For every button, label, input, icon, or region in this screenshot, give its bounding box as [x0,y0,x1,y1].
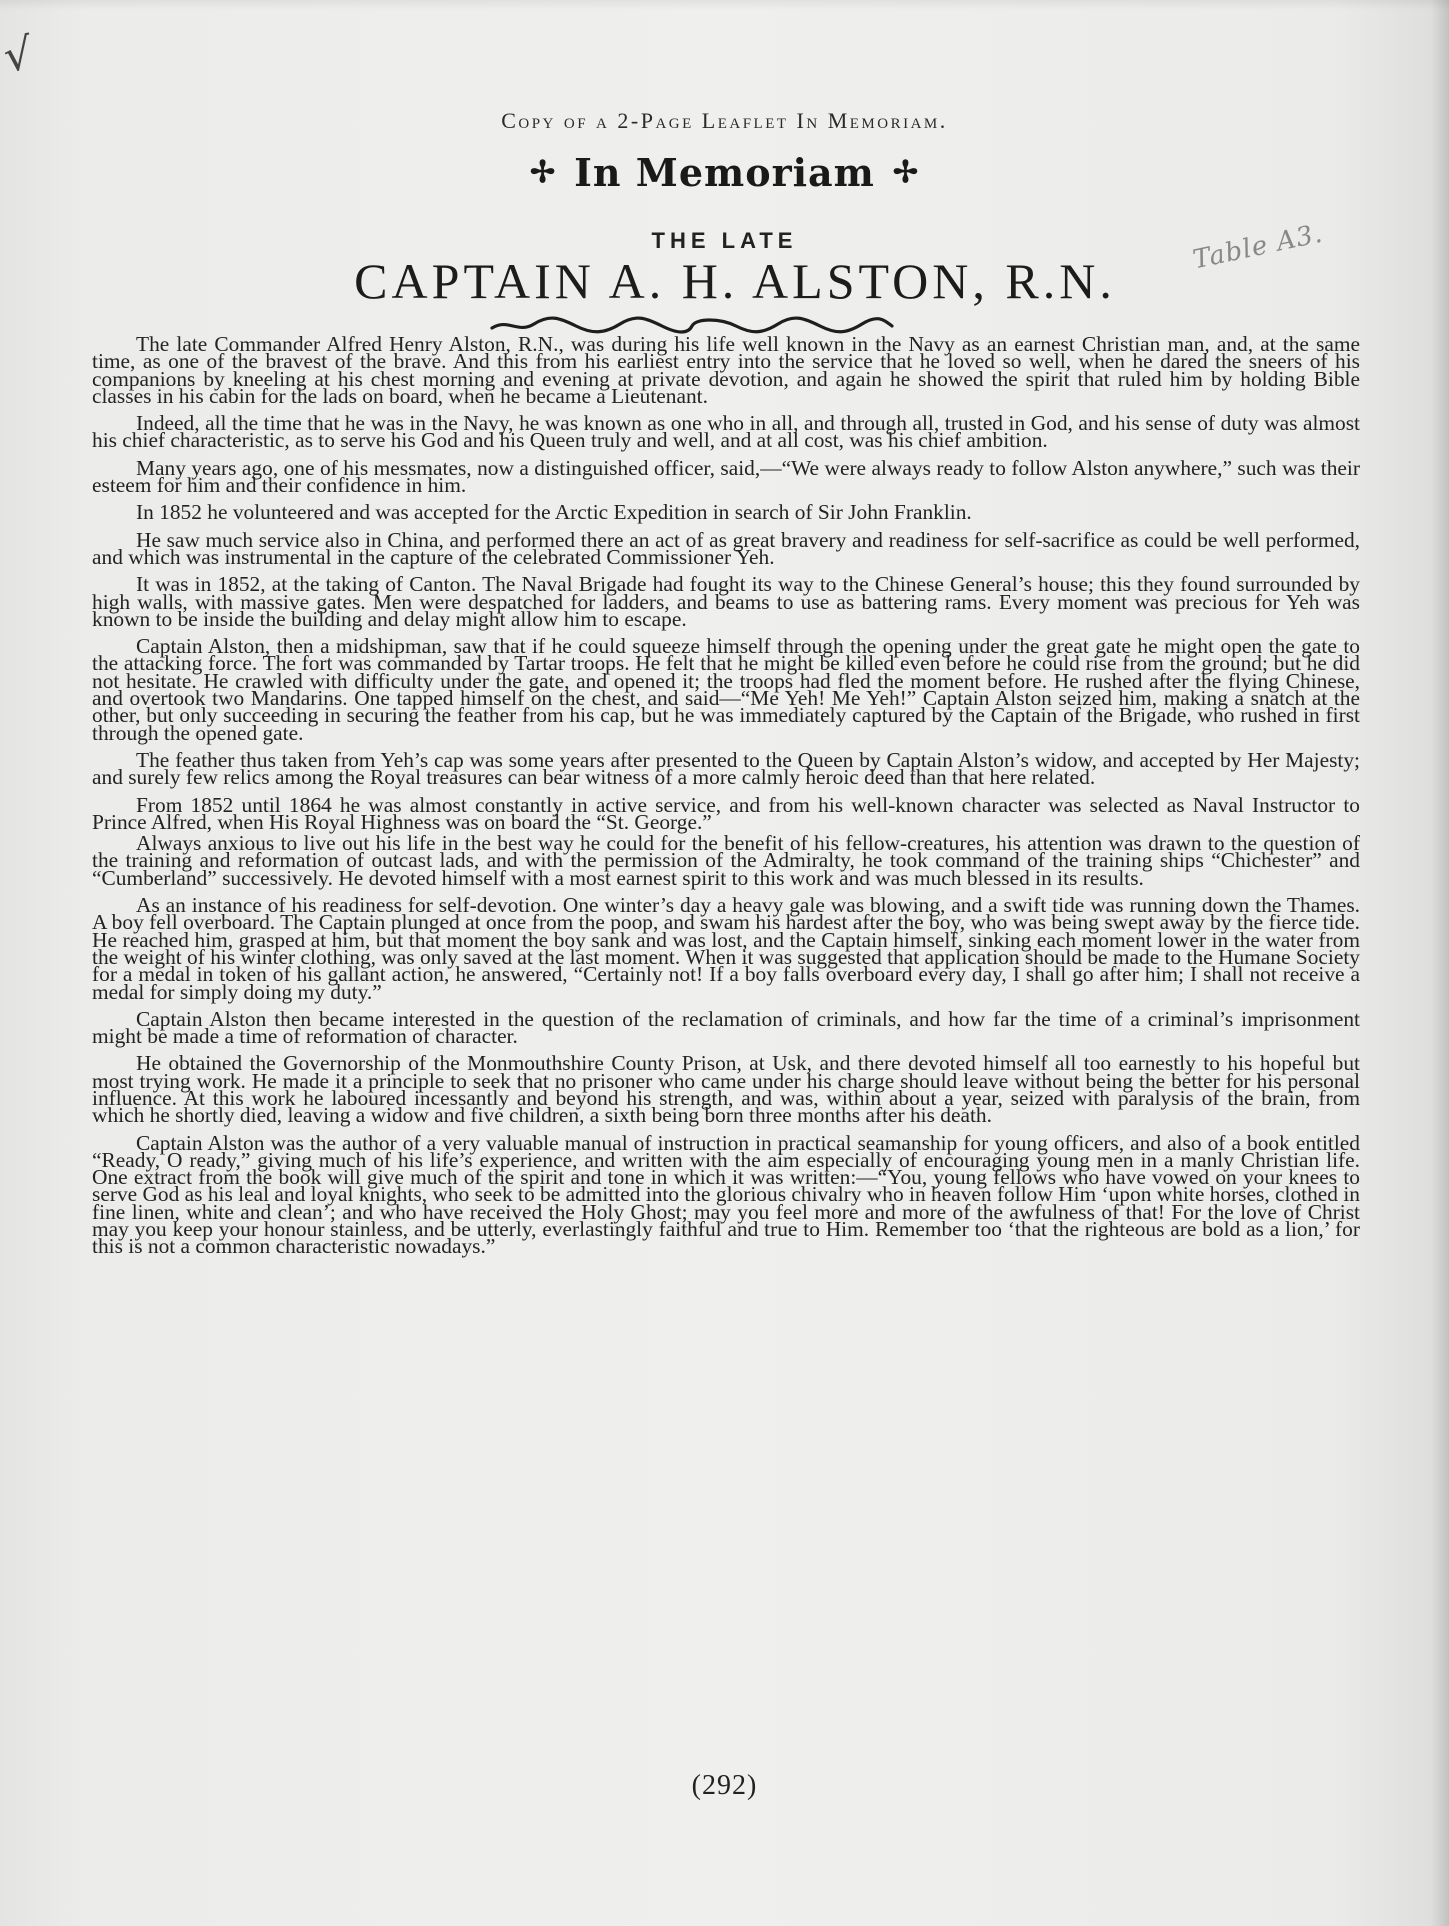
body-paragraph: The feather thus taken from Yeh’s cap was some years after presented to the Queen by Captain Alston’s widow, and accepted by Her Majesty; and surely few relics among the Royal treasures can bear witness of a more calmly heroic deed than that here related. [92,747,1360,790]
page-edge-shadow [1431,0,1449,1926]
body-paragraph: Always anxious to live out his life in the best way he could for the benefit of his fellow-creatures, his attention was drawn to the question of the training and reformation of outcast lads, and with the permission of the Admiralty, he took command of the training ships “Chichester” and “Cumberland” successively. He devoted himself with a most earnest spirit to this work and was much blessed in its results. [92,831,1360,890]
body-paragraph: In 1852 he volunteered and was accepted for the Arctic Expedition in search of Sir John Franklin. [136,500,972,525]
body-paragraph: Indeed, all the time that he was in the Navy, he was known as one who in all, and through all, trusted in God, and his sense of duty was almost his chief characteristic, as to serve his God and his Queen truly and well, and at all cost, was his chief ambition. [92,411,1360,453]
page-number: (292) [691,1770,758,1801]
handwritten-note: Table A3. [1190,218,1326,276]
body-paragraph: Many years ago, one of his messmates, now a distinguished officer, said,—“We were always ready to follow Alston anywhere,” such was their esteem for him and their confidence in him. [92,455,1360,498]
memoriam-title: In Memoriam [574,150,875,195]
margin-check-mark: √ [0,28,36,83]
body-paragraph: The late Commander Alfred Henry Alston, R.N., was during his life well known in the Navy as an earnest Christian man, and, at the same time, as one of the bravest of the brave. And this from his earliest entry into the service that he loved so well, when he dared the sneers of his companions by kneeling at his chest morning and evening at private devotion, and again he showed the spirit that ruled him by holding Bible classes in his cabin for the lads on board, when he became a Lieutenant. [92,332,1360,408]
cross-ornament-icon: ✢ [530,155,557,190]
memoriam-heading [0,150,1449,195]
body-paragraph: He saw much service also in China, and performed there an act of as great bravery and readiness for self-sacrifice as could be well performed, and which was instrumental in the capture of the celebrated Commissioner Yeh. [92,527,1360,569]
body-paragraph: Captain Alston, then a midshipman, saw that if he could squeeze himself through the opening under the great gate he might open the gate to the attacking force. The fort was commanded by Tartar troops. He felt that he might be killed even before he could rise from the ground; but he did not hesitate. He crawled with difficulty under the gate, and opened it; the troops had fled the moment before. He rushed after the flying Chinese, and overtook two Mandarins. One tapped himself on the chest, and said—“Me Yeh! Me Yeh!” Captain Alston seized him, making a snatch at the other, but only succeeding in securing the feather from his cap, but he was immediately captured by the Captain of the Brigade, who rushed in first through the opened gate. [92,634,1360,745]
body-paragraph: From 1852 until 1864 he was almost constantly in active service, and from his well-known character was selected as Naval Instructor to Prince Alfred, when His Royal Highness was on board the “St. George.” [92,792,1360,834]
page-title: CAPTAIN A. H. ALSTON, R.N. [354,253,1116,309]
the-late-heading: THE LATE [651,228,798,253]
memoriam-body [92,332,1360,1266]
cross-ornament-icon: ✢ [892,155,919,190]
body-paragraph: Captain Alston was the author of a very valuable manual of instruction in practical seamanship for young officers, and also of a book entitled “Ready, O ready,” giving much of his life’s experience, and written with the aim especially of encouraging young men in a manly Christian life. One extract from the book will give much of the spirit and tone in which it was written:—“You, young fellows who have vowed on your knees to serve God as his leal and loyal knights, who seek to be admitted into the glorious chivalry who in heaven follow Him ‘upon white horses, clothed in fine linen, white and clean’; and who have received the Holy Ghost; may you feel more and more of the awfulness of that! For the love of Christ may you keep your honour stainless, and be utterly, everlastingly faithful and true to Him. Remember too ‘that the righteous are bold as a lion,’ for this is not a common characteristic nowadays.” [92,1130,1360,1259]
body-paragraph: It was in 1852, at the taking of Canton. The Naval Brigade had fought its way to the Chinese General’s house; this they found surrounded by high walls, with massive gates. Men were despatched for ladders, and beams to use as battering rams. Every moment was precious for Yeh was known to be inside the building and delay might allow him to escape. [92,572,1360,631]
page-top-shadow [0,0,1449,10]
body-paragraph: Captain Alston then became interested in the question of the reclamation of criminals, and how far the time of a criminal’s imprisonment might be made a time of reformation of character. [92,1006,1360,1049]
leaflet-caption: Copy of a 2-Page Leaflet In Memoriam. [501,108,948,133]
body-paragraph: As an instance of his readiness for self-devotion. One winter’s day a heavy gale was blowing, and a swift tide was running down the Thames. A boy fell overboard. The Captain plunged at once from the poop, and swam his hardest after the boy, who was being swept away by the fierce tide. He reached him, grasped at him, but that moment the boy sank and was lost, and the Captain himself, sinking each moment lower in the water from the weight of his winter clothing, was only saved at the last moment. When it was suggested that application should be made to the Humane Society for a medal in token of his gallant action, he answered, “Certainly not! If a boy falls overboard every day, I shall go after him; I shall not receive a medal for simply doing my duty.” [92,893,1360,1004]
body-paragraph: He obtained the Governorship of the Monmouthshire County Prison, at Usk, and there devoted himself all too earnestly to his hopeful but most trying work. He made it a principle to seek that no prisoner who came under his charge should leave without being the better for his personal influence. At this work he laboured incessantly and beyond his strength, and was, within about a year, seized with paralysis of the brain, from which he shortly died, leaving a widow and five children, a sixth being born three months after his death. [92,1051,1360,1128]
